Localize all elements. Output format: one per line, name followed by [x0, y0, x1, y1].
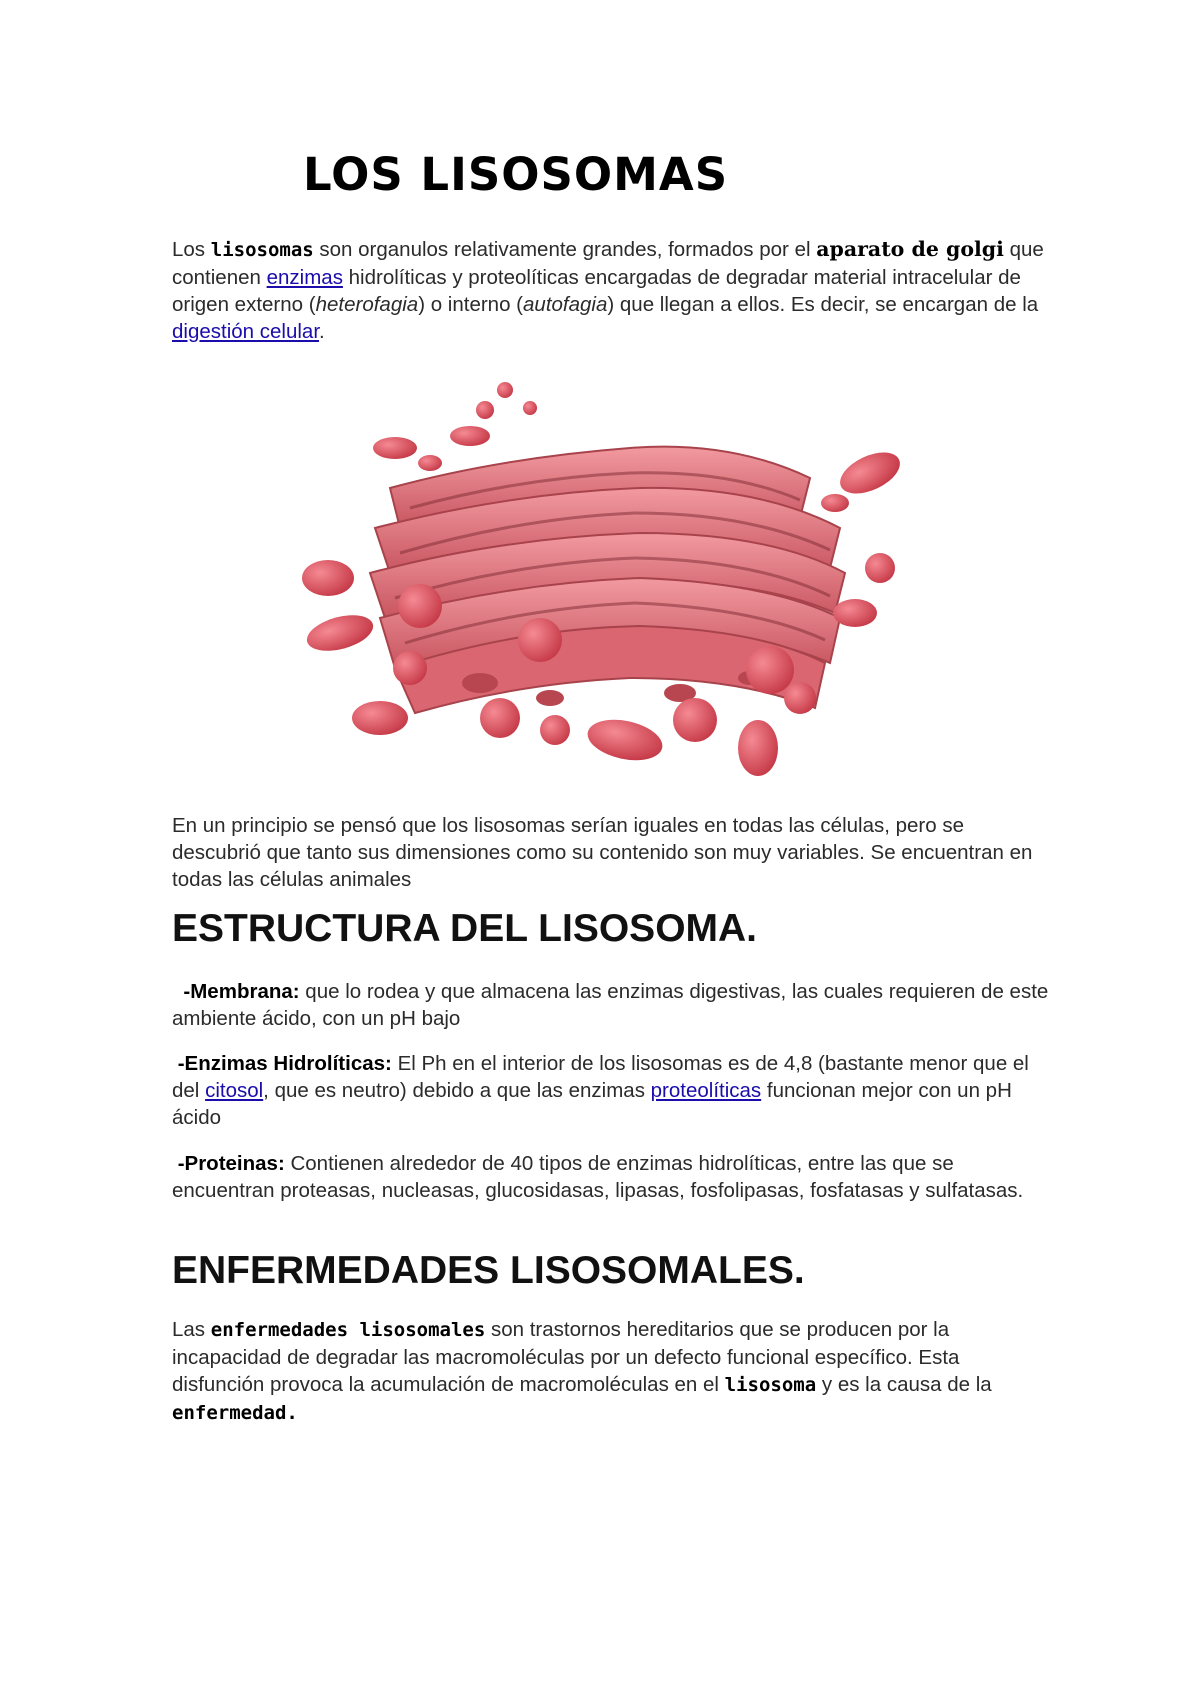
diseases-paragraph: Las enfermedades lisosomales son trastornos hereditarios que se producen por la incapacidad de degradar las macromoléculas por un defecto funcional específico. Esta disfunción provoca la acumulación de macromoléculas en el lisosoma y es la causa de la enfermedad. — [172, 1318, 992, 1424]
term-lisosomas: lisosomas — [210, 239, 314, 261]
label-enzimas: -Enzimas Hidrolíticas: — [177, 1052, 392, 1075]
link-citosol[interactable]: citosol — [205, 1079, 264, 1102]
golgi-apparatus-illustration — [300, 378, 920, 788]
proteinas-paragraph: -Proteinas: Contienen alrededor de 40 tipos de enzimas hidrolíticas, entre las que se encuentran proteasas, nucleasas, glucosidasas, lipasas, fosfolipasas, fosfatasas y sulfatasas. — [172, 1152, 1024, 1202]
membrana-paragraph: -Membrana: que lo rodea y que almacena las enzimas digestivas, las cuales requieren de este ambiente ácido, con un pH bajo — [172, 980, 1049, 1030]
page-title: LOS LISOSOMAS — [303, 148, 729, 201]
intro-paragraph: Los lisosomas son organulos relativamente grandes, formados por el aparato de golgi que contienen enzimas hidrolíticas y proteolíticas encargadas de degradar material intracelular de origen externo (heterofagia) o interno (autofagia) que llegan a ellos. Es decir, se encargan de la digestión celular. — [172, 237, 1044, 343]
label-proteinas: -Proteinas: — [177, 1152, 285, 1175]
principle-paragraph: En un principio se pensó que los lisosomas serían iguales en todas las células, pero se descubrió que tanto sus dimensiones como su contenido son muy variables. Se encuentran en todas las células animales — [172, 814, 1033, 891]
section-heading-estructura: ESTRUCTURA DEL LISOSOMA. — [172, 907, 758, 950]
term-enfermedad: enfermedad. — [172, 1402, 298, 1424]
enzimas-paragraph: -Enzimas Hidrolíticas: El Ph en el interior de los lisosomas es de 4,8 (bastante menor que el del citosol, que es neutro) debido a que las enzimas proteolíticas funcionan mejor con un pH ácido — [172, 1052, 1029, 1129]
link-proteoliticas[interactable]: proteolíticas — [650, 1079, 762, 1102]
label-membrana: -Membrana: — [183, 980, 300, 1003]
term-lisosoma: lisosoma — [724, 1374, 817, 1396]
term-aparato-de-golgi: aparato de golgi — [816, 237, 1004, 261]
link-digestion-celular[interactable]: digestión celular — [172, 320, 320, 343]
term-enfermedades-lisosomales: enfermedades lisosomales — [210, 1319, 486, 1341]
section-heading-enfermedades: ENFERMEDADES LISOSOMALES. — [172, 1249, 805, 1292]
link-enzimas[interactable]: enzimas — [266, 266, 343, 289]
